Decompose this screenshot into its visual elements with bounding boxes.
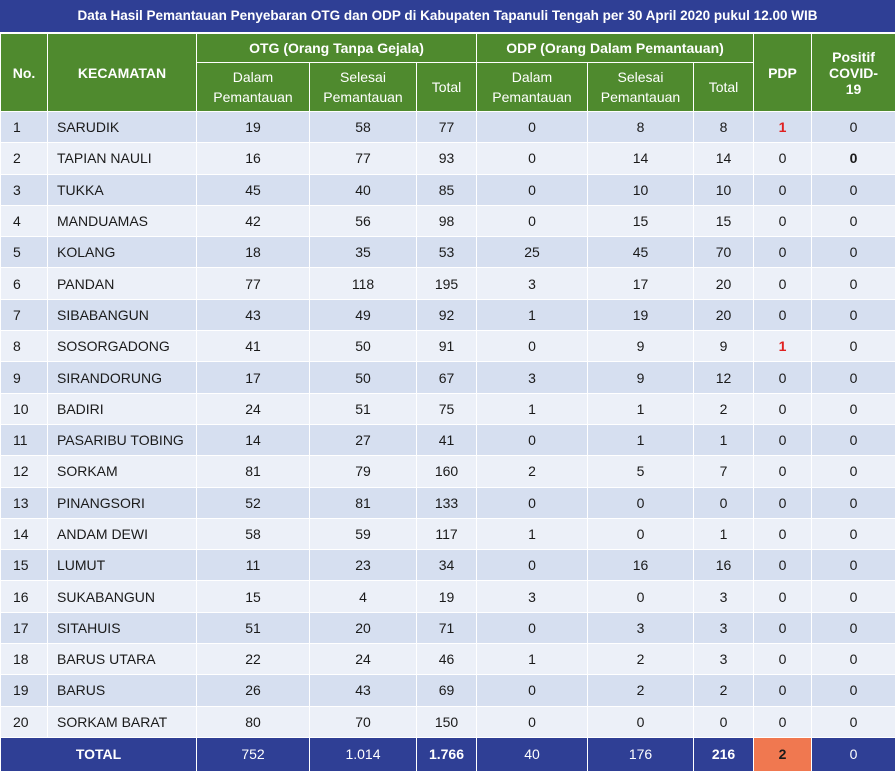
row-odp-dalam: 0 — [477, 487, 588, 518]
row-positif: 0 — [812, 550, 895, 581]
header-otg-total: Total — [417, 63, 477, 112]
row-odp-dalam: 0 — [477, 205, 588, 236]
row-otg-total: 117 — [417, 518, 477, 549]
row-otg-selesai: 27 — [310, 424, 417, 455]
row-otg-selesai: 23 — [310, 550, 417, 581]
header-otg-dalam-line1: Dalam — [233, 69, 273, 85]
row-otg-total: 91 — [417, 331, 477, 362]
table-row — [1, 424, 895, 455]
row-odp-total: 20 — [694, 299, 754, 330]
table-row — [1, 550, 895, 581]
row-no: 14 — [1, 518, 48, 549]
row-otg-total: 41 — [417, 424, 477, 455]
header-otg-dalam-line2: Pemantauan — [213, 89, 292, 105]
row-no: 8 — [1, 331, 48, 362]
row-no: 1 — [1, 112, 48, 143]
row-kecamatan: SUKABANGUN — [48, 581, 197, 612]
row-positif: 0 — [812, 644, 895, 675]
row-odp-total: 1 — [694, 518, 754, 549]
row-no: 3 — [1, 174, 48, 205]
row-otg-selesai: 81 — [310, 487, 417, 518]
row-odp-dalam: 2 — [477, 456, 588, 487]
table-row — [1, 112, 895, 143]
header-positif-line3: 19 — [846, 81, 862, 97]
row-otg-selesai: 118 — [310, 268, 417, 299]
row-otg-dalam: 15 — [197, 581, 310, 612]
table-row — [1, 487, 895, 518]
row-odp-total: 0 — [694, 706, 754, 737]
row-positif: 0 — [812, 112, 895, 143]
table-row — [1, 174, 895, 205]
row-otg-selesai: 59 — [310, 518, 417, 549]
row-kecamatan: TAPIAN NAULI — [48, 143, 197, 174]
row-pdp: 0 — [754, 299, 812, 330]
row-odp-dalam: 0 — [477, 331, 588, 362]
row-otg-total: 150 — [417, 706, 477, 737]
row-kecamatan: SITAHUIS — [48, 612, 197, 643]
row-odp-total: 16 — [694, 550, 754, 581]
row-no: 17 — [1, 612, 48, 643]
table-row — [1, 706, 895, 737]
row-no: 9 — [1, 362, 48, 393]
row-odp-total: 15 — [694, 205, 754, 236]
row-otg-selesai: 49 — [310, 299, 417, 330]
header-kecamatan: KECAMATAN — [48, 34, 197, 112]
row-kecamatan: SORKAM BARAT — [48, 706, 197, 737]
row-odp-selesai: 45 — [588, 237, 694, 268]
row-otg-selesai: 43 — [310, 675, 417, 706]
row-positif: 0 — [812, 393, 895, 424]
row-otg-selesai: 79 — [310, 456, 417, 487]
row-pdp: 1 — [754, 331, 812, 362]
row-otg-dalam: 77 — [197, 268, 310, 299]
row-odp-total: 2 — [694, 675, 754, 706]
row-positif: 0 — [812, 581, 895, 612]
row-pdp: 0 — [754, 205, 812, 236]
data-table — [0, 33, 895, 772]
total-pdp: 2 — [754, 737, 812, 771]
page-title: Data Hasil Pemantauan Penyebaran OTG dan ODP di Kabupaten Tapanuli Tengah per 30 April 2020 pukul 12.00 WIB — [0, 0, 895, 32]
row-odp-dalam: 0 — [477, 112, 588, 143]
header-odp-dalam-line2: Pemantauan — [492, 89, 571, 105]
header-otg-selesai-line2: Pemantauan — [323, 89, 402, 105]
row-otg-dalam: 24 — [197, 393, 310, 424]
row-kecamatan: PASARIBU TOBING — [48, 424, 197, 455]
row-kecamatan: SIRANDORUNG — [48, 362, 197, 393]
row-odp-total: 14 — [694, 143, 754, 174]
table-row — [1, 612, 895, 643]
row-pdp: 0 — [754, 268, 812, 299]
row-no: 6 — [1, 268, 48, 299]
row-otg-dalam: 58 — [197, 518, 310, 549]
row-odp-selesai: 5 — [588, 456, 694, 487]
row-otg-dalam: 45 — [197, 174, 310, 205]
header-otg-selesai-line1: Selesai — [340, 69, 386, 85]
row-otg-selesai: 40 — [310, 174, 417, 205]
row-odp-total: 9 — [694, 331, 754, 362]
header-pdp: PDP — [754, 34, 812, 112]
row-kecamatan: MANDUAMAS — [48, 205, 197, 236]
row-otg-dalam: 81 — [197, 456, 310, 487]
row-otg-dalam: 19 — [197, 112, 310, 143]
row-otg-total: 195 — [417, 268, 477, 299]
row-kecamatan: SARUDIK — [48, 112, 197, 143]
row-otg-total: 71 — [417, 612, 477, 643]
row-odp-selesai: 19 — [588, 299, 694, 330]
row-pdp: 0 — [754, 518, 812, 549]
total-row — [1, 737, 895, 771]
table-row — [1, 518, 895, 549]
row-otg-dalam: 52 — [197, 487, 310, 518]
row-odp-dalam: 0 — [477, 174, 588, 205]
row-otg-dalam: 16 — [197, 143, 310, 174]
row-otg-dalam: 17 — [197, 362, 310, 393]
table-row — [1, 675, 895, 706]
row-kecamatan: PANDAN — [48, 268, 197, 299]
row-otg-total: 93 — [417, 143, 477, 174]
row-otg-dalam: 43 — [197, 299, 310, 330]
row-odp-selesai: 2 — [588, 644, 694, 675]
total-odp-total: 216 — [694, 737, 754, 771]
row-otg-total: 85 — [417, 174, 477, 205]
row-otg-dalam: 42 — [197, 205, 310, 236]
row-positif: 0 — [812, 487, 895, 518]
row-odp-dalam: 3 — [477, 581, 588, 612]
row-odp-selesai: 0 — [588, 518, 694, 549]
row-odp-dalam: 3 — [477, 268, 588, 299]
row-positif: 0 — [812, 675, 895, 706]
row-pdp: 1 — [754, 112, 812, 143]
row-odp-dalam: 3 — [477, 362, 588, 393]
row-positif: 0 — [812, 268, 895, 299]
row-otg-total: 92 — [417, 299, 477, 330]
row-kecamatan: SOSORGADONG — [48, 331, 197, 362]
header-otg-dalam — [197, 63, 310, 112]
row-no: 11 — [1, 424, 48, 455]
row-otg-total: 75 — [417, 393, 477, 424]
row-otg-total: 133 — [417, 487, 477, 518]
header-odp-selesai-line1: Selesai — [618, 69, 664, 85]
row-no: 10 — [1, 393, 48, 424]
row-odp-total: 3 — [694, 612, 754, 643]
row-pdp: 0 — [754, 424, 812, 455]
row-pdp: 0 — [754, 393, 812, 424]
row-otg-total: 77 — [417, 112, 477, 143]
header-odp-dalam-line1: Dalam — [512, 69, 552, 85]
table-row — [1, 268, 895, 299]
row-pdp: 0 — [754, 174, 812, 205]
row-odp-dalam: 0 — [477, 706, 588, 737]
header-odp-total: Total — [694, 63, 754, 112]
row-odp-selesai: 1 — [588, 393, 694, 424]
row-pdp: 0 — [754, 612, 812, 643]
row-positif: 0 — [812, 205, 895, 236]
header-positif — [812, 34, 895, 112]
table-row — [1, 644, 895, 675]
row-otg-selesai: 77 — [310, 143, 417, 174]
row-positif: 0 — [812, 237, 895, 268]
row-odp-selesai: 10 — [588, 174, 694, 205]
row-odp-total: 70 — [694, 237, 754, 268]
row-kecamatan: BADIRI — [48, 393, 197, 424]
row-pdp: 0 — [754, 675, 812, 706]
row-positif: 0 — [812, 331, 895, 362]
table-row — [1, 331, 895, 362]
row-otg-dalam: 11 — [197, 550, 310, 581]
row-pdp: 0 — [754, 550, 812, 581]
row-otg-dalam: 14 — [197, 424, 310, 455]
row-odp-dalam: 1 — [477, 299, 588, 330]
row-odp-total: 0 — [694, 487, 754, 518]
row-no: 12 — [1, 456, 48, 487]
row-positif: 0 — [812, 456, 895, 487]
row-pdp: 0 — [754, 487, 812, 518]
row-pdp: 0 — [754, 581, 812, 612]
row-kecamatan: KOLANG — [48, 237, 197, 268]
row-odp-total: 3 — [694, 644, 754, 675]
row-odp-dalam: 0 — [477, 550, 588, 581]
table-row — [1, 362, 895, 393]
row-kecamatan: SORKAM — [48, 456, 197, 487]
table-row — [1, 393, 895, 424]
table-row — [1, 581, 895, 612]
total-label: TOTAL — [1, 737, 197, 771]
header-odp-selesai — [588, 63, 694, 112]
row-odp-selesai: 2 — [588, 675, 694, 706]
row-otg-total: 19 — [417, 581, 477, 612]
row-odp-total: 20 — [694, 268, 754, 299]
row-pdp: 0 — [754, 706, 812, 737]
row-kecamatan: SIBABANGUN — [48, 299, 197, 330]
row-odp-selesai: 0 — [588, 487, 694, 518]
row-kecamatan: BARUS — [48, 675, 197, 706]
row-positif: 0 — [812, 299, 895, 330]
total-positif: 0 — [812, 737, 895, 771]
row-otg-selesai: 51 — [310, 393, 417, 424]
row-odp-dalam: 0 — [477, 612, 588, 643]
row-odp-dalam: 0 — [477, 143, 588, 174]
row-odp-selesai: 8 — [588, 112, 694, 143]
row-no: 5 — [1, 237, 48, 268]
row-otg-total: 34 — [417, 550, 477, 581]
row-odp-total: 10 — [694, 174, 754, 205]
row-positif: 0 — [812, 362, 895, 393]
header-positif-line2: COVID- — [829, 65, 878, 81]
row-otg-dalam: 26 — [197, 675, 310, 706]
table-row — [1, 237, 895, 268]
row-no: 13 — [1, 487, 48, 518]
row-otg-selesai: 35 — [310, 237, 417, 268]
table-row — [1, 456, 895, 487]
row-no: 16 — [1, 581, 48, 612]
table-row — [1, 299, 895, 330]
row-otg-selesai: 58 — [310, 112, 417, 143]
row-positif: 0 — [812, 612, 895, 643]
row-odp-selesai: 16 — [588, 550, 694, 581]
row-otg-total: 69 — [417, 675, 477, 706]
row-positif: 0 — [812, 424, 895, 455]
row-otg-selesai: 56 — [310, 205, 417, 236]
row-odp-dalam: 1 — [477, 393, 588, 424]
row-otg-selesai: 50 — [310, 331, 417, 362]
header-odp-selesai-line2: Pemantauan — [601, 89, 680, 105]
row-positif: 0 — [812, 174, 895, 205]
row-no: 7 — [1, 299, 48, 330]
row-odp-selesai: 9 — [588, 362, 694, 393]
row-pdp: 0 — [754, 143, 812, 174]
row-odp-dalam: 1 — [477, 644, 588, 675]
header-otg-group: OTG (Orang Tanpa Gejala) — [197, 34, 477, 63]
total-otg-total: 1.766 — [417, 737, 477, 771]
row-kecamatan: LUMUT — [48, 550, 197, 581]
row-otg-total: 98 — [417, 205, 477, 236]
row-positif: 0 — [812, 706, 895, 737]
row-no: 2 — [1, 143, 48, 174]
row-otg-selesai: 24 — [310, 644, 417, 675]
row-no: 20 — [1, 706, 48, 737]
row-odp-dalam: 0 — [477, 675, 588, 706]
row-otg-selesai: 4 — [310, 581, 417, 612]
row-positif: 0 — [812, 143, 895, 174]
total-odp-dalam: 40 — [477, 737, 588, 771]
row-otg-selesai: 50 — [310, 362, 417, 393]
total-otg-selesai: 1.014 — [310, 737, 417, 771]
row-otg-selesai: 70 — [310, 706, 417, 737]
row-pdp: 0 — [754, 644, 812, 675]
row-kecamatan: PINANGSORI — [48, 487, 197, 518]
row-positif: 0 — [812, 518, 895, 549]
row-otg-total: 53 — [417, 237, 477, 268]
row-otg-dalam: 80 — [197, 706, 310, 737]
row-odp-total: 3 — [694, 581, 754, 612]
row-otg-selesai: 20 — [310, 612, 417, 643]
header-otg-selesai — [310, 63, 417, 112]
row-no: 15 — [1, 550, 48, 581]
row-otg-dalam: 41 — [197, 331, 310, 362]
row-kecamatan: TUKKA — [48, 174, 197, 205]
row-no: 18 — [1, 644, 48, 675]
header-no: No. — [1, 34, 48, 112]
row-pdp: 0 — [754, 362, 812, 393]
total-odp-selesai: 176 — [588, 737, 694, 771]
row-kecamatan: BARUS UTARA — [48, 644, 197, 675]
header-positif-line1: Positif — [832, 49, 875, 65]
row-odp-total: 1 — [694, 424, 754, 455]
header-odp-group: ODP (Orang Dalam Pemantauan) — [477, 34, 754, 63]
header-odp-dalam — [477, 63, 588, 112]
row-odp-total: 7 — [694, 456, 754, 487]
table-row — [1, 205, 895, 236]
row-odp-selesai: 0 — [588, 706, 694, 737]
row-odp-selesai: 15 — [588, 205, 694, 236]
row-pdp: 0 — [754, 456, 812, 487]
row-odp-total: 2 — [694, 393, 754, 424]
row-odp-selesai: 14 — [588, 143, 694, 174]
row-odp-selesai: 0 — [588, 581, 694, 612]
row-odp-dalam: 0 — [477, 424, 588, 455]
row-otg-dalam: 22 — [197, 644, 310, 675]
row-no: 4 — [1, 205, 48, 236]
row-no: 19 — [1, 675, 48, 706]
row-otg-total: 46 — [417, 644, 477, 675]
total-otg-dalam: 752 — [197, 737, 310, 771]
row-odp-dalam: 1 — [477, 518, 588, 549]
row-otg-dalam: 51 — [197, 612, 310, 643]
row-odp-total: 8 — [694, 112, 754, 143]
row-odp-dalam: 25 — [477, 237, 588, 268]
row-odp-total: 12 — [694, 362, 754, 393]
row-otg-total: 67 — [417, 362, 477, 393]
row-odp-selesai: 3 — [588, 612, 694, 643]
table-row — [1, 143, 895, 174]
row-odp-selesai: 17 — [588, 268, 694, 299]
row-odp-selesai: 1 — [588, 424, 694, 455]
row-otg-dalam: 18 — [197, 237, 310, 268]
row-kecamatan: ANDAM DEWI — [48, 518, 197, 549]
row-odp-selesai: 9 — [588, 331, 694, 362]
row-otg-total: 160 — [417, 456, 477, 487]
row-pdp: 0 — [754, 237, 812, 268]
